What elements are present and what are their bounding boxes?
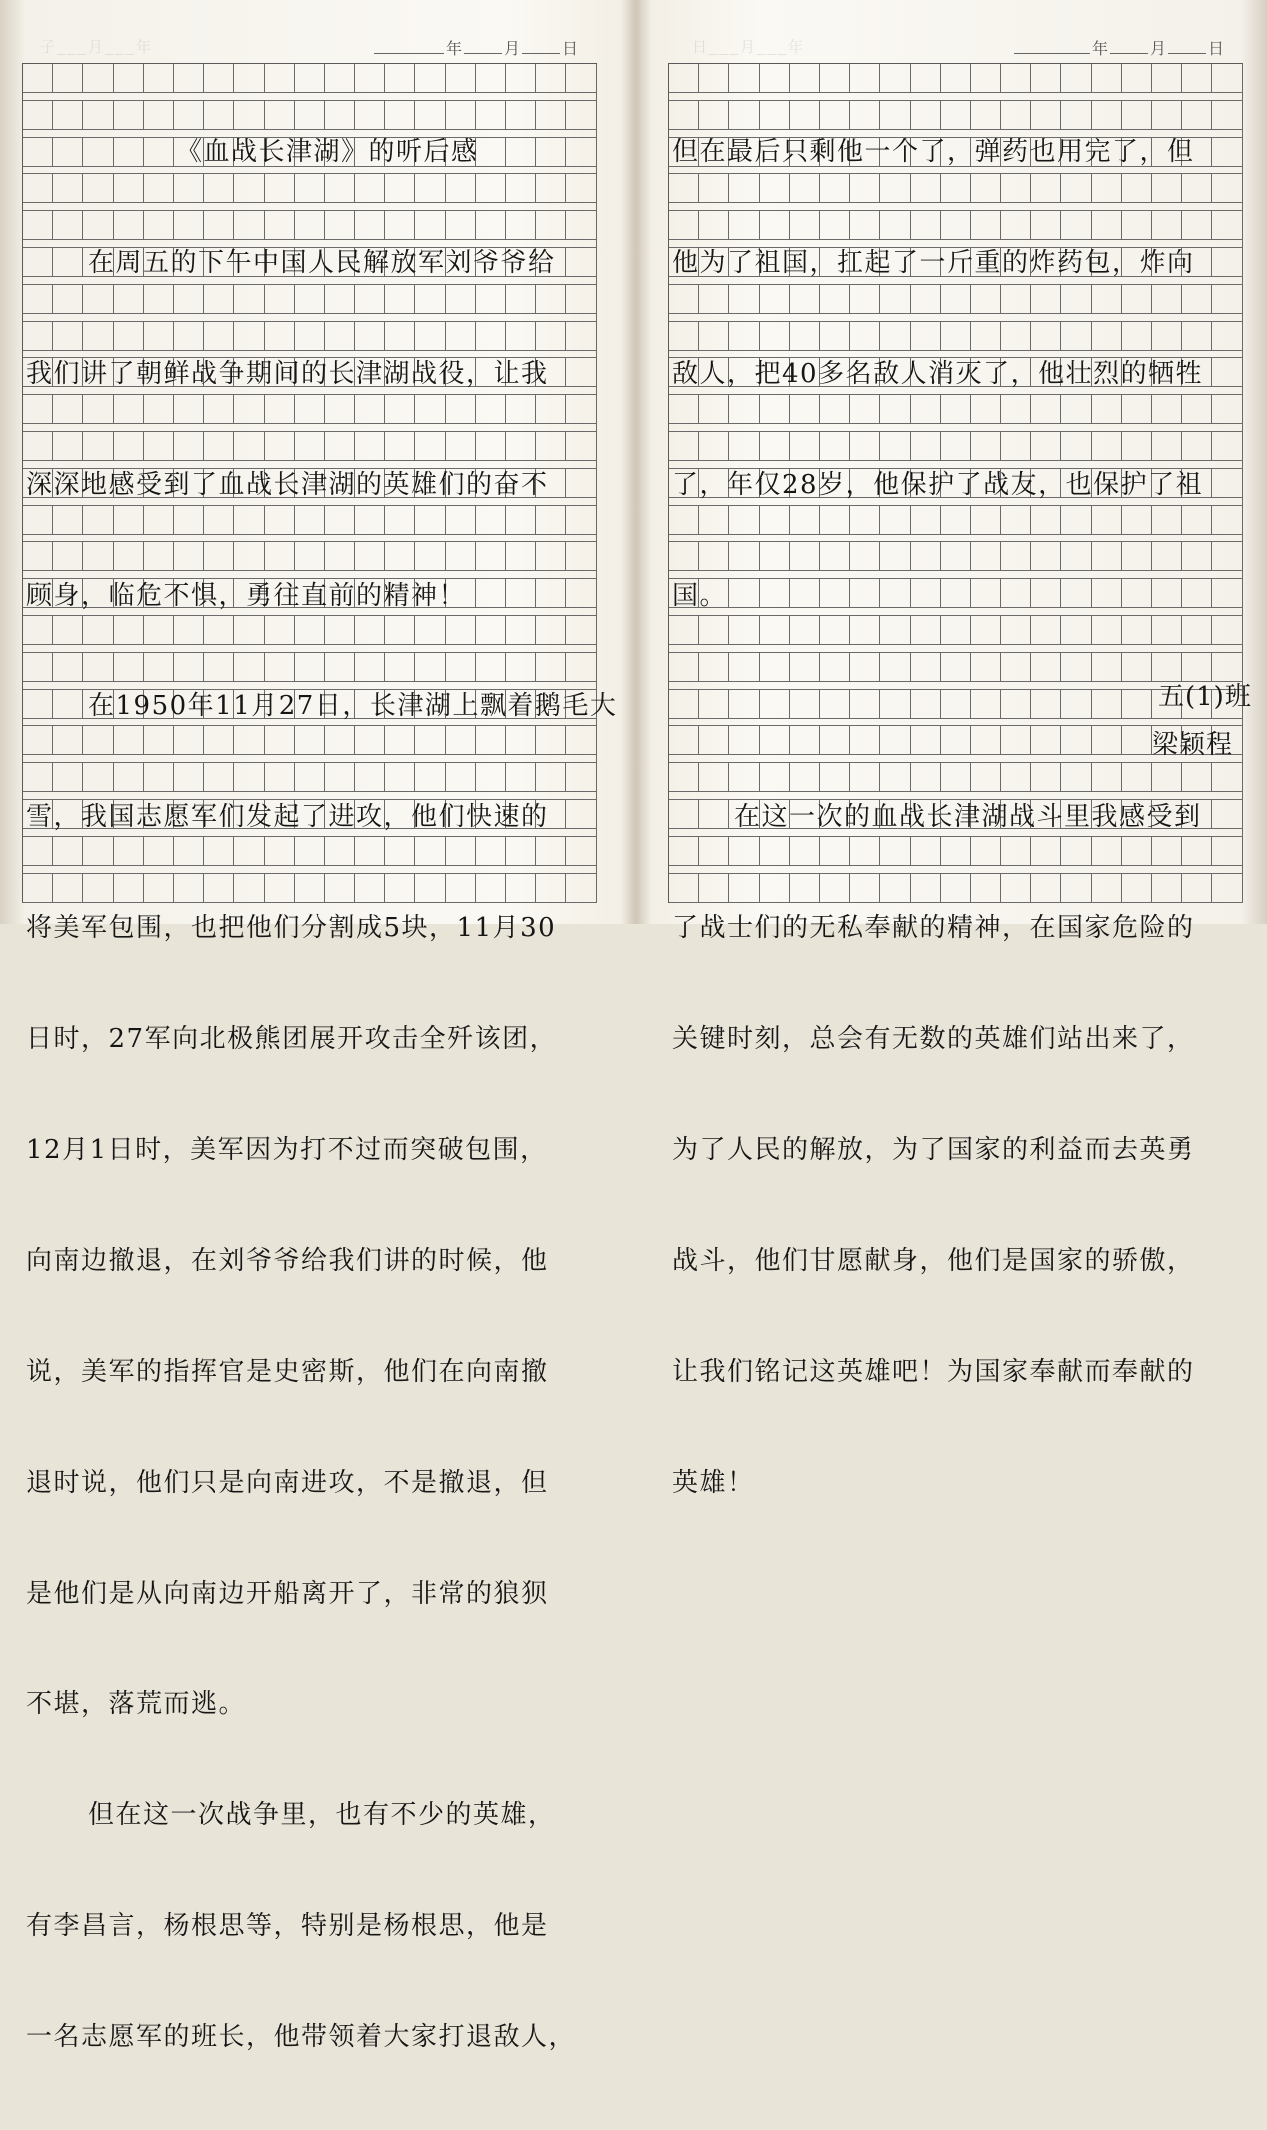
day-blank [1168,39,1206,54]
grid-cell [1212,322,1242,351]
essay-line: 说，美军的指挥官是史密斯，他们在向南撤 [26,1356,549,1387]
essay-left-text [26,60,617,2130]
grid-cell [1212,800,1242,829]
essay-line: 退时说，他们只是向南进攻，不是撤退，但 [26,1467,549,1498]
grid-cell [1212,211,1242,240]
year-blank [374,39,444,54]
grid-cell [1212,579,1242,608]
grid-cell [1212,248,1242,277]
essay-line: 雪，我国志愿军们发起了进攻，他们快速的 [26,802,549,833]
essay-line: 英雄！ [672,1467,755,1498]
essay-right-text [672,60,1203,1576]
essay-line: 将美军包围，也把他们分割成5块，11月30 [26,913,557,944]
essay-line: 了战士们的无私奉献的精神，在国家危险的 [672,913,1195,944]
grid-cell [1212,285,1242,314]
grid-cell [1212,101,1242,130]
essay-line: 在周五的下午中国人民解放军刘爷爷给 [88,247,556,278]
essay-line: 深深地感受到了血战长津湖的英雄们的奋不 [26,469,549,500]
essay-line: 让我们铭记这英雄吧！为国家奉献而奉献的 [672,1356,1195,1387]
essay-title: 《血战长津湖》的听后感 [176,137,479,167]
class-signature: 五(1)班 [1158,682,1252,712]
essay-line: 了，年仅28岁，他保护了战友，也保护了祖 [672,469,1204,500]
month-blank [1110,39,1148,54]
grid-cell [1212,542,1242,571]
essay-line: 我们讲了朝鲜战争期间的长津湖战役，让我 [26,358,549,389]
grid-cell [1212,616,1242,645]
grid-cell [1212,64,1242,93]
essay-line: 有李昌言，杨根思等，特别是杨根思，他是 [26,1911,549,1942]
essay-line: 在1950年11月27日，长津湖上飘着鹅毛大 [88,691,618,722]
essay-line: 在这一次的血战长津湖战斗里我感受到 [734,802,1202,833]
essay-line: 是他们是从向南边开船离开了，非常的狼狈 [26,1578,549,1609]
date-line [1012,36,1224,59]
essay-line: 为了人民的解放，为了国家的利益而去英勇 [672,1135,1195,1166]
faint-date-ghost: 日___月___年 [692,39,806,56]
day-label: 日 [1208,41,1225,58]
essay-line: 他为了祖国，扛起了一斤重的炸药包，炸向 [672,247,1195,278]
essay-line: 但在最后只剩他一个了，弹药也用完了，但 [672,137,1195,167]
grid-cell [1212,432,1242,461]
grid-cell [1212,358,1242,387]
grid-cell [1212,174,1242,203]
faint-date-ghost: 子___月___年 [40,39,154,56]
month-blank [464,39,502,54]
day-blank [522,39,560,54]
essay-line: 关键时刻，总会有无数的英雄们站出来了， [672,1024,1195,1055]
year-label: 年 [446,41,463,58]
year-blank [1014,39,1090,54]
month-label: 月 [1150,41,1167,58]
essay-line: 日时，27军向北极熊团展开攻击全歼该团， [26,1024,558,1055]
grid-cell [1212,469,1242,498]
month-label: 月 [504,41,521,58]
author-signature: 梁颖程 [1152,730,1234,760]
grid-cell [1212,763,1242,792]
essay-line [672,688,1203,725]
essay-line: 一名志愿军的班长，他带领着大家打退敌人， [26,2022,577,2053]
grid-cell [1212,837,1242,866]
essay-line: 顾身，临危不惧，勇往直前的精神！ [26,580,467,611]
grid-cell [1212,395,1242,424]
grid-cell [1212,506,1242,535]
essay-line: 战斗，他们甘愿献身，他们是国家的骄傲， [672,1245,1195,1276]
essay-line: 但在这一次战争里，也有不少的英雄， [88,1800,556,1831]
essay-line: 敌人，把40多名敌人消灭了，他壮烈的牺牲 [672,358,1204,389]
grid-cell [1212,874,1242,903]
date-line [372,36,578,59]
day-label: 日 [562,41,579,58]
essay-line: 12月1日时，美军因为打不过而突破包围， [26,1135,548,1166]
essay-line: 国。 [672,580,728,611]
essay-line: 不堪，落荒而逃。 [26,1689,247,1720]
grid-cell [1212,138,1242,167]
year-label: 年 [1092,41,1109,58]
essay-line: 向南边撤退，在刘爷爷给我们讲的时候，他 [26,1245,549,1276]
